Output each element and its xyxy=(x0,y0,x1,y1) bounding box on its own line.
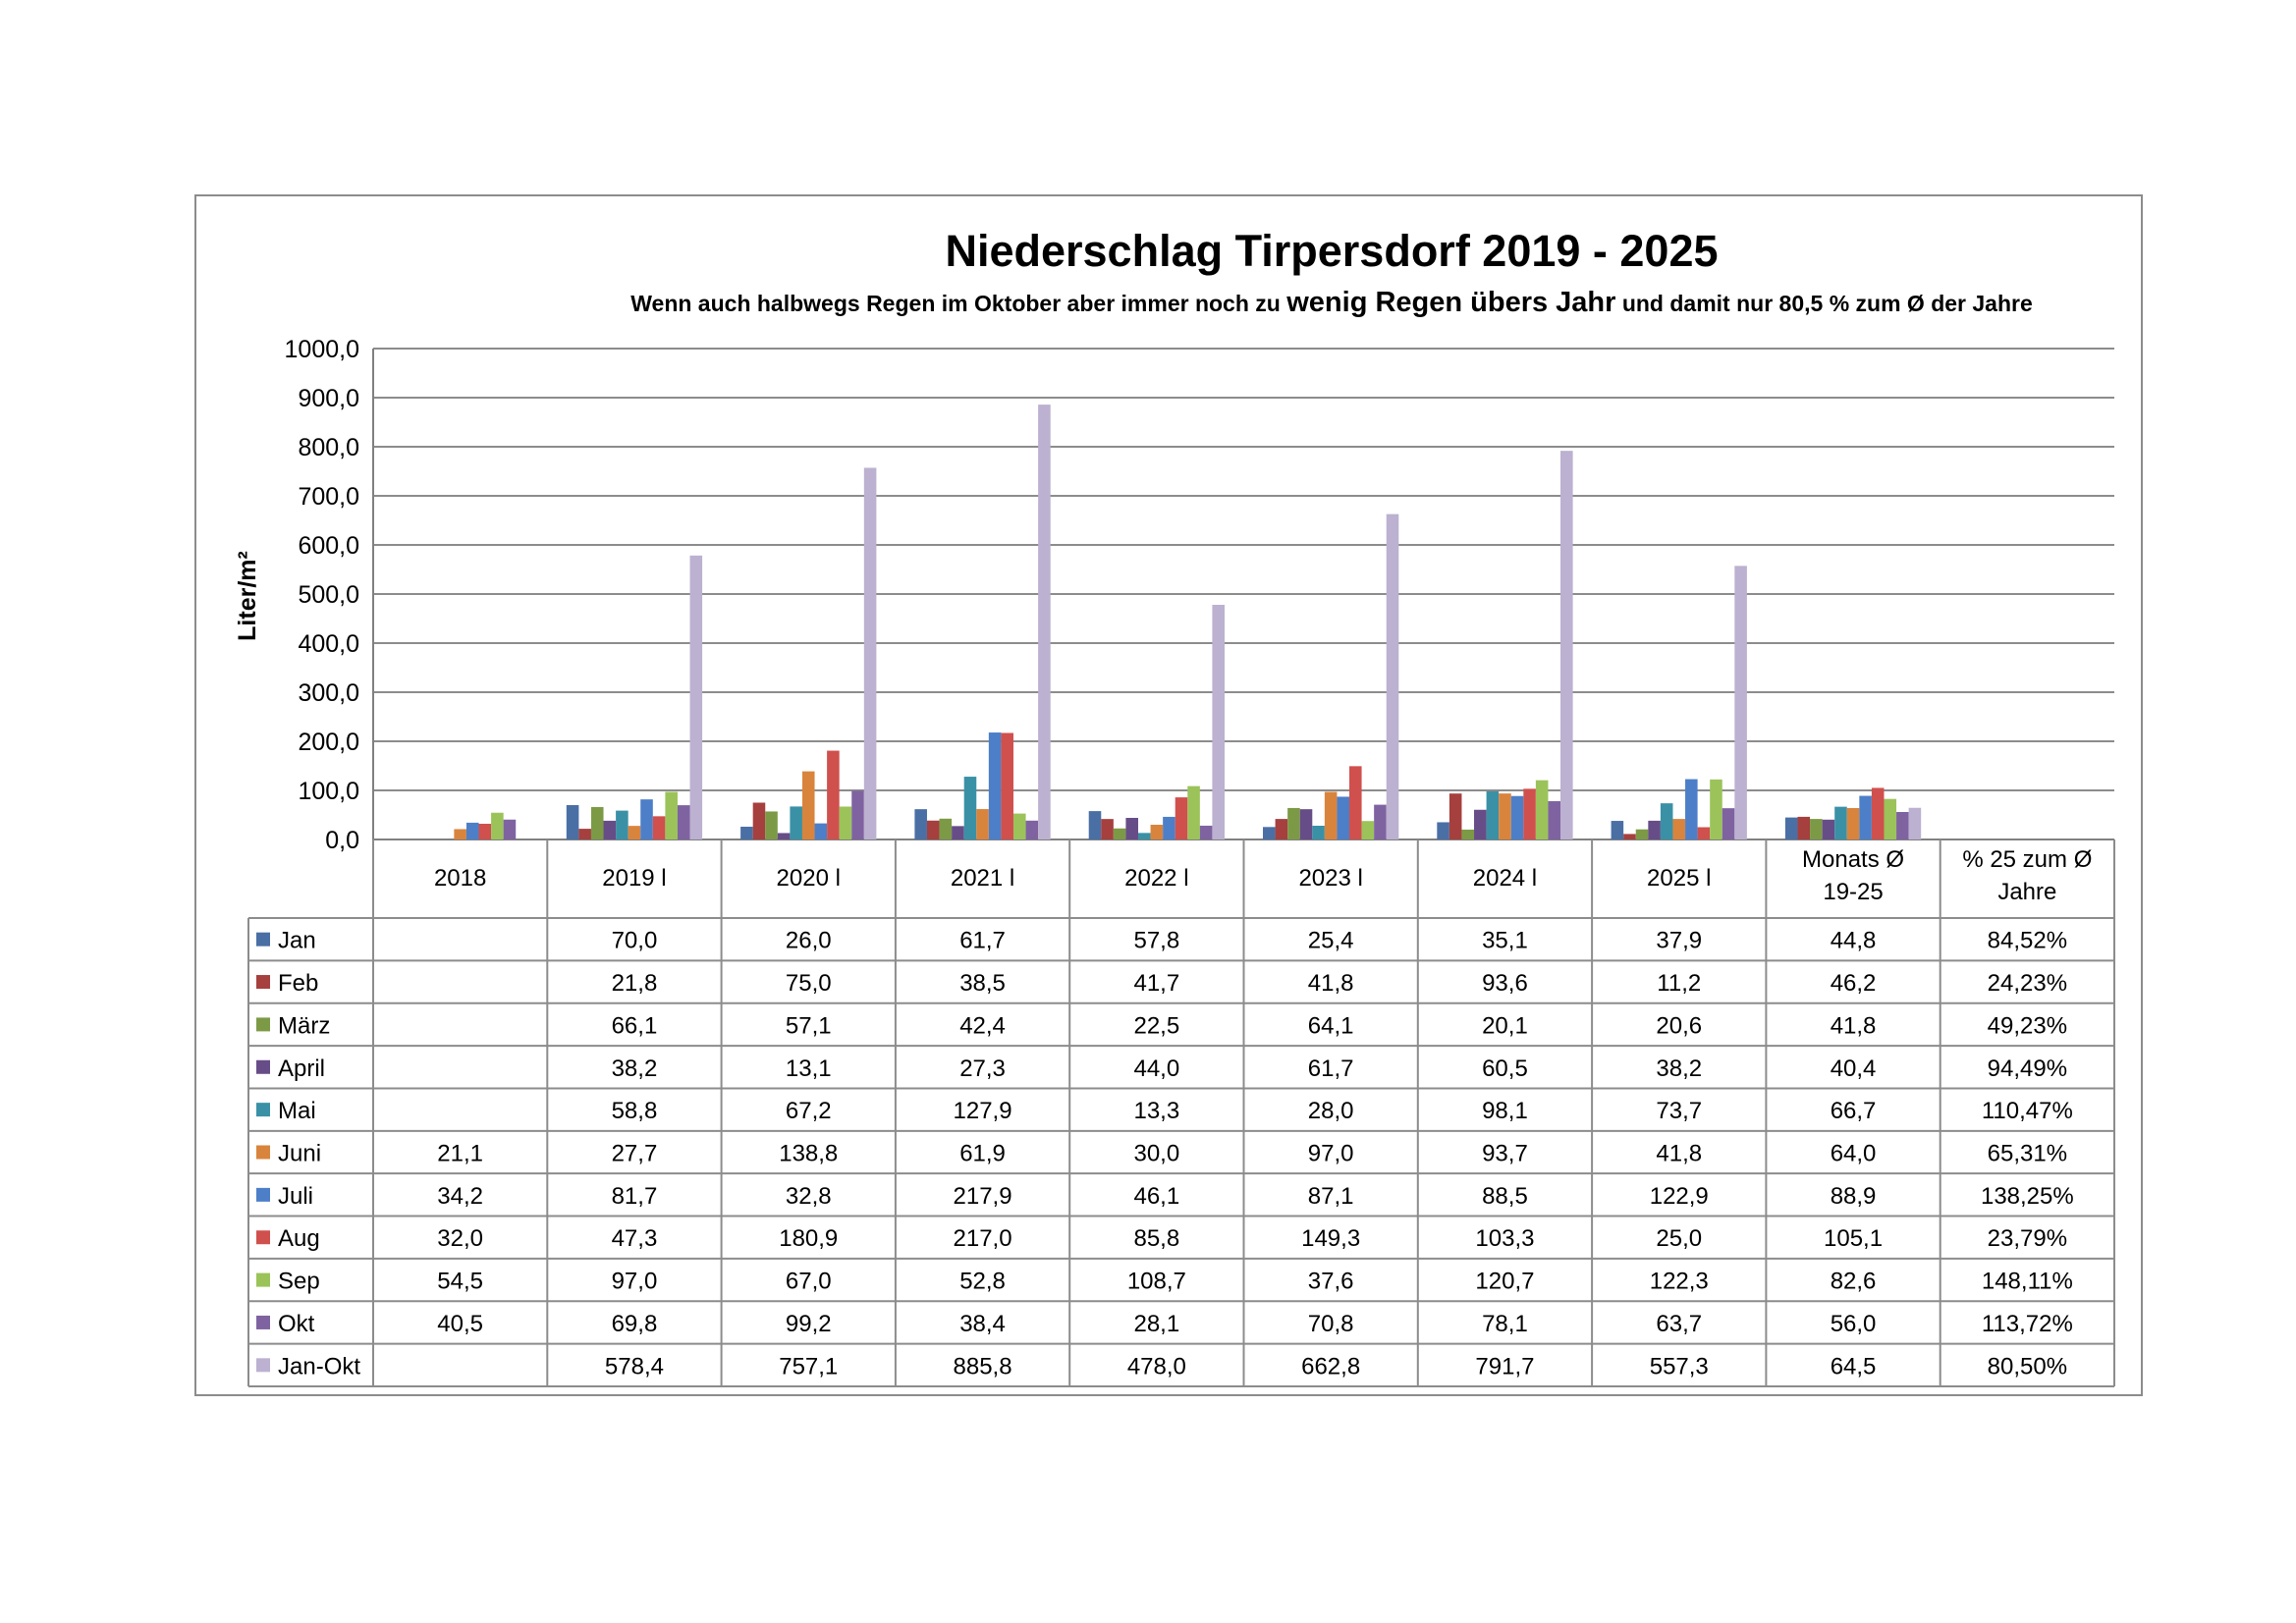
legend-label: Okt xyxy=(278,1310,315,1337)
bar-jan xyxy=(1612,821,1624,839)
data-label: 108,7 xyxy=(1126,1268,1186,1295)
data-label: 67,0 xyxy=(785,1268,832,1295)
data-label: 75,0 xyxy=(785,970,832,998)
bar-okt xyxy=(678,805,690,839)
data-label: 13,1 xyxy=(785,1055,832,1082)
y-tick-label: 300,0 xyxy=(298,679,359,707)
bar-feb xyxy=(753,803,766,840)
bar-märz xyxy=(1114,829,1126,839)
bar-märz xyxy=(1461,830,1474,839)
bar-jan xyxy=(567,805,579,839)
bar-juli xyxy=(1685,780,1698,839)
bar-mai xyxy=(790,806,802,839)
data-label: 113,72% xyxy=(1981,1310,2073,1337)
bar-april xyxy=(1300,809,1313,839)
data-label: 28,0 xyxy=(1307,1098,1354,1125)
bars xyxy=(454,405,1921,839)
bar-april xyxy=(604,821,617,839)
bar-juni xyxy=(1847,808,1860,839)
legend-label: März xyxy=(278,1012,331,1040)
legend-swatch xyxy=(256,1358,270,1372)
bar-jan xyxy=(914,809,927,839)
data-label: 27,3 xyxy=(959,1055,1006,1082)
data-label: 25,0 xyxy=(1656,1225,1703,1253)
bar-sep xyxy=(1884,799,1896,839)
bar-okt xyxy=(1026,821,1039,839)
bar-mai xyxy=(1312,826,1325,839)
y-tick-label: 600,0 xyxy=(298,532,359,560)
data-label: 38,4 xyxy=(959,1310,1006,1337)
bar-sep xyxy=(840,807,852,840)
y-tick-label: 800,0 xyxy=(298,434,359,461)
data-label: 41,8 xyxy=(1656,1140,1703,1167)
bar-mai xyxy=(1661,803,1673,839)
legend-label: April xyxy=(278,1055,326,1082)
data-label: 40,4 xyxy=(1830,1055,1877,1082)
bar-juni xyxy=(802,772,815,839)
data-label: 88,9 xyxy=(1830,1182,1877,1210)
data-label: 38,2 xyxy=(611,1055,658,1082)
category-label: 2025 l xyxy=(1647,865,1712,892)
data-label: 78,1 xyxy=(1482,1310,1528,1337)
bar-jan-okt xyxy=(864,467,877,839)
data-label: 120,7 xyxy=(1475,1268,1535,1295)
data-label: 32,0 xyxy=(437,1225,484,1253)
data-label: 54,5 xyxy=(437,1268,484,1295)
bar-aug xyxy=(1698,828,1711,840)
data-label: 791,7 xyxy=(1475,1353,1535,1380)
y-tick-label: 0,0 xyxy=(325,827,359,854)
data-label: 66,7 xyxy=(1830,1098,1877,1125)
data-label: 885,8 xyxy=(953,1353,1012,1380)
bar-okt xyxy=(1374,805,1387,839)
y-axis-label: Liter/m² xyxy=(234,551,261,641)
data-label: 52,8 xyxy=(959,1268,1006,1295)
data-label: 110,47% xyxy=(1981,1098,2073,1125)
data-label: 64,0 xyxy=(1830,1140,1877,1167)
bar-juni xyxy=(1499,793,1511,839)
data-label: 82,6 xyxy=(1830,1268,1877,1295)
data-label: 25,4 xyxy=(1307,927,1354,954)
bar-sep xyxy=(1362,821,1375,839)
bar-sep xyxy=(1187,786,1200,839)
data-label: 662,8 xyxy=(1301,1353,1361,1380)
data-label: 41,8 xyxy=(1830,1012,1877,1040)
subtitle-part-2: wenig Regen übers Jahr xyxy=(1286,287,1616,318)
data-label: 70,8 xyxy=(1307,1310,1354,1337)
data-label: 64,1 xyxy=(1307,1012,1354,1040)
bar-jan xyxy=(1437,822,1449,839)
bar-sep xyxy=(491,813,504,839)
legend-swatch xyxy=(256,975,270,989)
bar-okt xyxy=(1722,808,1735,839)
chart-frame xyxy=(194,194,2143,1396)
bar-jan-okt xyxy=(1212,605,1225,839)
bar-feb xyxy=(1276,819,1288,839)
data-label: 180,9 xyxy=(779,1225,839,1253)
data-label: 20,6 xyxy=(1656,1012,1703,1040)
bar-april xyxy=(1823,820,1835,839)
data-label: 38,5 xyxy=(959,970,1006,998)
data-label: 37,6 xyxy=(1307,1268,1354,1295)
data-label: 26,0 xyxy=(785,927,832,954)
chart-title: Niederschlag Tirpersdorf 2019 - 2025 xyxy=(945,226,1719,276)
data-label: 13,3 xyxy=(1133,1098,1180,1125)
category-label: 2023 l xyxy=(1298,865,1363,892)
bar-jan-okt xyxy=(1387,514,1399,839)
data-label: 44,0 xyxy=(1133,1055,1180,1082)
legend-swatch xyxy=(256,933,270,947)
data-label: 60,5 xyxy=(1482,1055,1528,1082)
y-tick-label: 500,0 xyxy=(298,581,359,609)
bar-aug xyxy=(1523,788,1536,839)
bar-jan xyxy=(1089,811,1102,839)
category-label: 2021 l xyxy=(950,865,1015,892)
bar-juli xyxy=(640,799,653,839)
bar-märz xyxy=(765,811,778,839)
bar-mai xyxy=(1138,833,1151,839)
category-label: 2024 l xyxy=(1472,865,1538,892)
bar-juni xyxy=(454,829,466,839)
category-label: 2022 l xyxy=(1124,865,1189,892)
legend-swatch xyxy=(256,1017,270,1031)
bar-jan xyxy=(1785,818,1798,839)
y-tick-label: 900,0 xyxy=(298,385,359,412)
bar-mai xyxy=(1487,791,1500,839)
legend-label: Sep xyxy=(278,1268,320,1295)
data-label: 37,9 xyxy=(1656,927,1703,954)
data-label: 217,0 xyxy=(953,1225,1012,1253)
bar-juni xyxy=(1672,819,1685,839)
category-label: 2020 l xyxy=(776,865,841,892)
data-label: 11,2 xyxy=(1657,970,1702,998)
bar-aug xyxy=(479,824,492,839)
data-label: 98,1 xyxy=(1482,1098,1528,1125)
data-label: 42,4 xyxy=(959,1012,1006,1040)
legend-label: Juli xyxy=(278,1182,314,1210)
bar-juni xyxy=(976,809,989,839)
data-label: 44,8 xyxy=(1830,927,1877,954)
category-label: % 25 zum Ø Jahre xyxy=(1962,846,2093,905)
legend-label: Jan xyxy=(278,927,316,954)
bar-sep xyxy=(1536,781,1549,839)
data-label: 20,1 xyxy=(1482,1012,1528,1040)
data-label: 65,31% xyxy=(1987,1140,2068,1167)
bar-juli xyxy=(1337,796,1349,839)
bar-jan-okt xyxy=(1560,451,1573,839)
data-label: 61,7 xyxy=(959,927,1006,954)
data-label: 69,8 xyxy=(611,1310,658,1337)
bar-okt xyxy=(1200,826,1213,839)
bar-aug xyxy=(653,816,666,839)
chart-subtitle xyxy=(630,287,2033,318)
bar-april xyxy=(1474,810,1487,839)
data-label: 99,2 xyxy=(785,1310,832,1337)
data-label: 28,1 xyxy=(1133,1310,1180,1337)
data-label: 47,3 xyxy=(611,1225,658,1253)
y-tick-labels xyxy=(285,336,359,854)
bar-april xyxy=(778,833,791,839)
data-label: 478,0 xyxy=(1126,1353,1186,1380)
legend-label: Juni xyxy=(278,1140,322,1167)
data-label: 41,7 xyxy=(1133,970,1180,998)
legend-swatch xyxy=(256,1103,270,1116)
bar-märz xyxy=(1636,830,1649,839)
bar-juni xyxy=(629,826,641,839)
data-label: 122,3 xyxy=(1649,1268,1709,1295)
data-label: 38,2 xyxy=(1656,1055,1703,1082)
data-label: 103,3 xyxy=(1475,1225,1535,1253)
data-label: 34,2 xyxy=(437,1182,484,1210)
data-label: 35,1 xyxy=(1482,927,1528,954)
data-label: 49,23% xyxy=(1987,1012,2068,1040)
data-label: 87,1 xyxy=(1307,1182,1354,1210)
category-label: Monats Ø 19-25 xyxy=(1802,846,1905,905)
data-label: 93,7 xyxy=(1482,1140,1528,1167)
data-label: 46,2 xyxy=(1830,970,1877,998)
bar-jan-okt xyxy=(1734,566,1747,839)
legend-swatch xyxy=(256,1230,270,1244)
data-label: 23,79% xyxy=(1987,1225,2068,1253)
data-label: 40,5 xyxy=(437,1310,484,1337)
data-label: 70,0 xyxy=(611,927,658,954)
data-label: 46,1 xyxy=(1133,1182,1180,1210)
data-label: 66,1 xyxy=(611,1012,658,1040)
data-label: 757,1 xyxy=(779,1353,839,1380)
bar-juli xyxy=(989,732,1002,839)
bar-feb xyxy=(927,821,940,839)
bar-mai xyxy=(616,811,629,839)
bar-feb xyxy=(1449,793,1462,839)
data-label: 138,25% xyxy=(1980,1182,2074,1210)
bar-feb xyxy=(1101,819,1114,839)
data-label: 58,8 xyxy=(611,1098,658,1125)
data-label: 127,9 xyxy=(953,1098,1012,1125)
data-label: 32,8 xyxy=(785,1182,832,1210)
gridlines xyxy=(373,349,2114,839)
bar-aug xyxy=(1872,787,1885,839)
bar-märz xyxy=(1287,808,1300,839)
bar-sep xyxy=(1013,814,1026,839)
legend-swatch xyxy=(256,1273,270,1287)
bar-juli xyxy=(1511,796,1524,839)
bar-aug xyxy=(1349,766,1362,839)
legend-label: Jan-Okt xyxy=(278,1353,361,1380)
data-label: 27,7 xyxy=(611,1140,658,1167)
bar-jan-okt xyxy=(1909,808,1922,839)
bar-juli xyxy=(1859,796,1872,839)
bar-jan xyxy=(1263,827,1276,839)
data-label: 97,0 xyxy=(1307,1140,1354,1167)
data-label: 30,0 xyxy=(1133,1140,1180,1167)
legend-swatch xyxy=(256,1188,270,1202)
data-label: 85,8 xyxy=(1133,1225,1180,1253)
bar-okt xyxy=(504,820,517,839)
legend-swatch xyxy=(256,1060,270,1074)
category-label: 2018 xyxy=(433,865,487,892)
data-label: 24,23% xyxy=(1987,970,2068,998)
bar-jan-okt xyxy=(690,556,703,839)
data-label: 56,0 xyxy=(1830,1310,1877,1337)
bar-april xyxy=(1125,818,1138,839)
bar-mai xyxy=(964,777,977,839)
category-label: 2019 l xyxy=(602,865,667,892)
legend-label: Mai xyxy=(278,1098,316,1125)
data-label: 80,50% xyxy=(1987,1353,2068,1380)
data-label: 217,9 xyxy=(953,1182,1012,1210)
data-label: 578,4 xyxy=(604,1353,664,1380)
bar-juli xyxy=(466,823,479,839)
bar-sep xyxy=(665,792,678,840)
subtitle-part-1: Wenn auch halbwegs Regen im Oktober aber immer noch zu xyxy=(630,291,1287,316)
bar-feb xyxy=(1797,817,1810,839)
bar-feb xyxy=(578,829,591,839)
data-label: 105,1 xyxy=(1824,1225,1884,1253)
precipitation-chart xyxy=(196,196,2141,1394)
bar-aug xyxy=(1001,733,1013,840)
data-label: 67,2 xyxy=(785,1098,832,1125)
data-label: 122,9 xyxy=(1649,1182,1709,1210)
legend-swatch xyxy=(256,1316,270,1329)
legend-label: Feb xyxy=(278,970,319,998)
data-label: 41,8 xyxy=(1307,970,1354,998)
bar-aug xyxy=(827,751,840,839)
bar-jan xyxy=(740,827,753,839)
bar-aug xyxy=(1175,797,1188,839)
data-label: 557,3 xyxy=(1649,1353,1709,1380)
bar-okt xyxy=(1896,812,1909,839)
bar-okt xyxy=(851,790,864,839)
y-tick-label: 1000,0 xyxy=(284,336,359,363)
data-label: 149,3 xyxy=(1301,1225,1361,1253)
data-table xyxy=(248,839,2114,1386)
data-label: 93,6 xyxy=(1482,970,1528,998)
data-label: 64,5 xyxy=(1830,1353,1877,1380)
bar-märz xyxy=(1810,819,1823,839)
data-label: 22,5 xyxy=(1133,1012,1180,1040)
bar-märz xyxy=(591,807,604,839)
data-label: 57,1 xyxy=(785,1012,832,1040)
bar-juli xyxy=(1163,817,1175,839)
y-tick-label: 700,0 xyxy=(298,483,359,511)
data-label: 88,5 xyxy=(1482,1182,1528,1210)
legend-label: Aug xyxy=(278,1225,320,1253)
data-label: 81,7 xyxy=(611,1182,658,1210)
data-label: 97,0 xyxy=(611,1268,658,1295)
bar-juni xyxy=(1325,792,1338,840)
data-label: 84,52% xyxy=(1987,927,2068,954)
data-label: 63,7 xyxy=(1656,1310,1703,1337)
data-label: 148,11% xyxy=(1981,1268,2073,1295)
bar-mai xyxy=(1834,807,1847,839)
legend-swatch xyxy=(256,1146,270,1160)
bar-juli xyxy=(815,824,828,839)
y-tick-label: 400,0 xyxy=(298,630,359,658)
bar-juni xyxy=(1151,825,1164,839)
data-label: 61,9 xyxy=(959,1140,1006,1167)
data-label: 61,7 xyxy=(1307,1055,1354,1082)
bar-april xyxy=(952,826,964,839)
data-label: 21,8 xyxy=(611,970,658,998)
data-label: 138,8 xyxy=(779,1140,839,1167)
data-label: 73,7 xyxy=(1656,1098,1703,1125)
bar-feb xyxy=(1623,834,1636,839)
y-tick-label: 100,0 xyxy=(298,778,359,805)
data-label: 57,8 xyxy=(1133,927,1180,954)
bar-märz xyxy=(940,819,953,839)
data-label: 94,49% xyxy=(1987,1055,2068,1082)
data-label: 21,1 xyxy=(437,1140,484,1167)
bar-jan-okt xyxy=(1038,405,1051,839)
y-tick-label: 200,0 xyxy=(298,729,359,756)
bar-okt xyxy=(1548,801,1560,839)
bar-sep xyxy=(1710,780,1722,839)
subtitle-part-3: und damit nur 80,5 % zum Ø der Jahre xyxy=(1615,291,2033,316)
bar-april xyxy=(1648,821,1661,839)
